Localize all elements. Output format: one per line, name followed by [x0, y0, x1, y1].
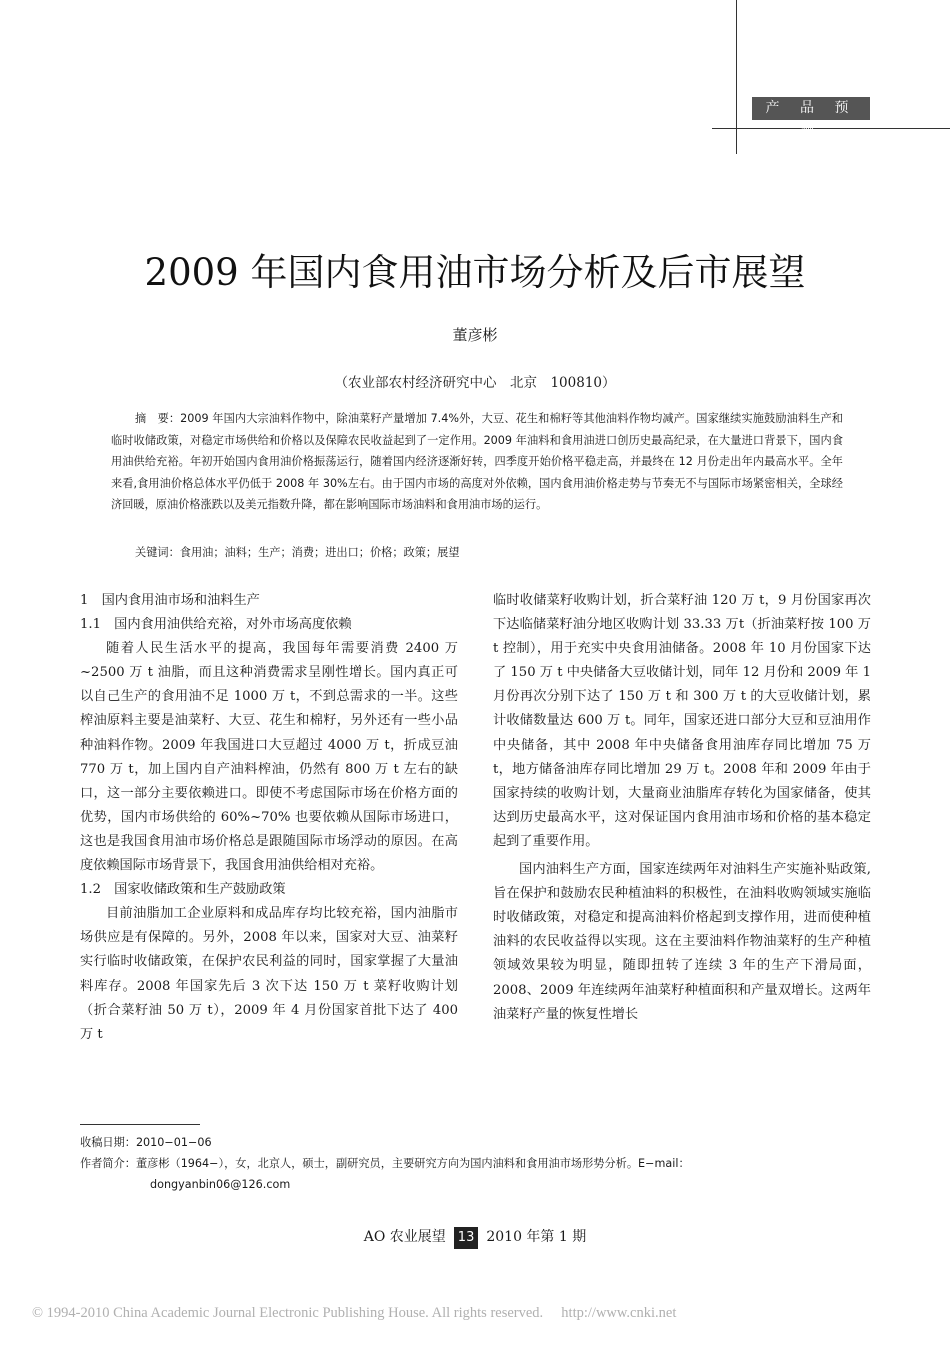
footnotes — [80, 1132, 870, 1195]
header-horizontal-rule — [712, 128, 950, 129]
body-column-left — [80, 589, 458, 1047]
abstract-text: 摘 要：2009 年国内大宗油料作物中，除油菜籽产量增加 7.4%外，大豆、花生和棉籽等其他油料作物均减产。国家继续实施鼓励油料生产和临时收储政策，对稳定市场供给和价格以及保障农民收益起到了一定作用。2009 年油料和食用油进口创历史最高纪录，在大量进口背景下，国内食用油供给充裕。年初开始国内食用油价格振荡运行，随着国内经济逐渐好转，四季度开始价格平稳走高，并最终在 12 月份走出年内最高水平。全年来看,食用油价格总体水平仍低于 2008 年 30%左右。由于国内市场的高度对外依赖，国内食用油价格走势与节奏无不与国际市场紧密相关，全球经济回暖，原油价格涨跌以及美元指数升降，都在影响国际市场油料和食用油市场的运行。 — [111, 412, 843, 511]
issue-info: 2010 年第 1 期 — [486, 1229, 587, 1245]
author-name: 董彦彬 — [452, 326, 498, 344]
subsection-heading-1-2: 1.2 国家收储政策和生产鼓励政策 — [80, 882, 286, 898]
page-number: 13 — [454, 1227, 479, 1249]
page-footer — [0, 1226, 950, 1249]
author-affiliation: （农业部农村经济研究中心 北京 100810） — [334, 375, 616, 391]
article-title: 2009 年国内食用油市场分析及后市展望 — [144, 251, 806, 294]
paragraph: 国内油料生产方面，国家连续两年对油料生产实施补贴政策,旨在保护和鼓励农民种植油料的积极性，在油料收购领域实施临时收储政策，对稳定和提高油料价格起到支撑作用，进而使种植油料的农民收益得以实现。这在主要油料作物油菜籽的生产种植领域效果较为明显，随即扭转了连续 3 年的生产下滑局面，2008、2009 年连续两年油菜籽种植面积和产量双增长。这两年油菜籽产量的恢复性增长 — [493, 862, 871, 1022]
subsection-heading-1-1: 1.1 国内食用油供给充裕，对外市场高度依赖 — [80, 617, 352, 633]
header-vertical-rule — [736, 0, 737, 154]
author-email: dongyanbin06@126.com — [150, 1178, 291, 1191]
body-column-right — [493, 589, 871, 1027]
keywords-text: 关键词：食用油；油料；生产；消费；进出口；价格；政策；展望 — [135, 546, 460, 559]
section-heading-1: 1 国内食用油市场和油料生产 — [80, 593, 260, 608]
keywords — [111, 542, 843, 564]
paragraph: 随着人民生活水平的提高，我国每年需要消费 2400 万~2500 万 t 油脂，而且这种消费需求呈刚性增长。国内真正可以自己生产的食用油不足 1000 万 t，不到总需求的一半。这些榨油原料主要是油菜籽、大豆、花生和棉籽，另外还有一些小品种油料作物。2009 年我国进口大豆超过 4000 万 t，折成豆油 770 万 t，加上国内自产油料榨油，仍然有 800 万 t 左右的缺口，这一部分主要依赖进口。即使不考虑国际市场在价格方面的优势，国内市场供给的 60%~70% 也要依赖从国际市场进口，这也是我国食用油市场价格总是跟随国际市场浮动的原因。在高度依赖国际市场背景下，我国食用油供给相对充裕。 — [80, 641, 458, 874]
footnote-rule — [80, 1124, 200, 1125]
abstract — [111, 408, 843, 516]
received-date: 收稿日期：2010−01−06 — [80, 1136, 212, 1149]
section-tag: 产 品 预 测 — [752, 97, 870, 120]
journal-name: AO 农业展望 — [363, 1229, 446, 1245]
author-bio: 作者简介：董彦彬（1964−），女，北京人，硕士，副研究员，主要研究方向为国内油料和食用油市场形势分析。E−mail： — [80, 1157, 690, 1170]
copyright-watermark: © 1994-2010 China Academic Journal Electronic Publishing House. All rights reserved. http://www.cnki.net — [32, 1305, 677, 1321]
paragraph: 目前油脂加工企业原料和成品库存均比较充裕，国内油脂市场供应是有保障的。另外，2008 年以来，国家对大豆、油菜籽实行临时收储政策，在保护农民利益的同时，国家掌握了大量油料库存。2008 年国家先后 3 次下达 150 万 t 菜籽收购计划（折合菜籽油 50 万 t），2009 年 4 月份国家首批下达了 400 万 t — [80, 906, 458, 1042]
paragraph-continued: 临时收储菜籽收购计划，折合菜籽油 120 万 t，9 月份国家再次下达临储菜籽油分地区收购计划 33.33 万t（折油菜籽按 100 万 t 控制），用于充实中央食用油储备。2008 年 10 月份国家下达了 150 万 t 中央储备大豆收储计划，同年 12 月份和 2009 年 1 月份再次分别下达了 150 万 t 和 300 万 t 的大豆收储计划，累计收储数量达 600 万 t。同年，国家还进口部分大豆和豆油用作中央储备，其中 2008 年中央储备食用油库存同比增加 75 万 t，地方储备油库存同比增加 29 万 t。2008 年和 2009 年由于国家持续的收购计划，大量商业油脂库存转化为国家储备，使其达到历史最高水平，这对保证国内食用油市场和价格的基本稳定起到了重要作用。 — [493, 593, 871, 849]
